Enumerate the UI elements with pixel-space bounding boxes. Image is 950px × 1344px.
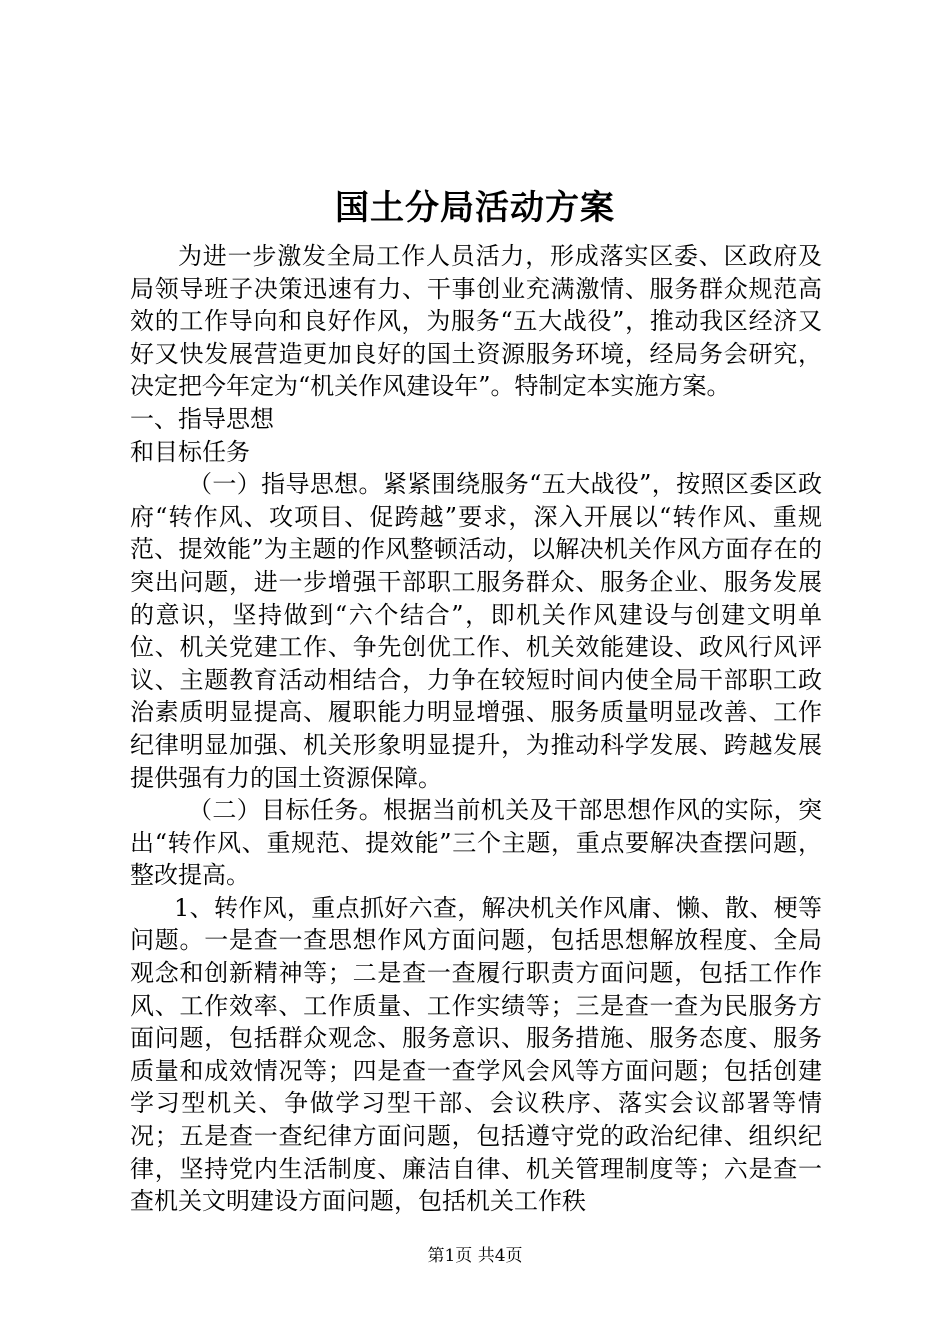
guiding-thought-paragraph: （一）指导思想。紧紧围绕服务“五大战役”，按照区委区政府“转作风、攻项目、促跨越”要求，深入开展以“转作风、重规范、提效能”为主题的作风整顿活动，以解决机关作风方面存在的突出问题，进一步增强干部职工服务群众、服务企业、服务发展的意识，坚持做到“六个结合”，即机关作风建设与创建文明单位、机关党建工作、争先创优工作、机关效能建设、政风行风评议、主题教育活动相结合，力争在较短时间内使全局干部职工政治素质明显提高、履职能力明显增强、服务质量明显改善、工作纪律明显加强、机关形象明显提升，为推动科学发展、跨越发展提供强有力的国土资源保障。: [130, 470, 822, 792]
item-1-paragraph: 1、转作风，重点抓好六查，解决机关作风庸、懒、散、梗等问题。一是查一查思想作风方面问题，包括思想解放程度、全局观念和创新精神等；二是查一查履行职责方面问题，包括工作作风、工作效率、工作质量、工作实绩等；三是查一查为民服务方面问题，包括群众观念、服务意识、服务措施、服务态度、服务质量和成效情况等；四是查一查学风会风等方面问题；包括创建学习型机关、争做学习型干部、会议秩序、落实会议部署等情况；五是查一查纪律方面问题，包括遵守党的政治纪律、组织纪律，坚持党内生活制度、廉洁自律、机关管理制度等；六是查一查机关文明建设方面问题，包括机关工作秩: [130, 893, 822, 1216]
section-heading-1: 一、指导思想: [130, 404, 274, 433]
page-indicator: 第1页 共4页: [427, 1246, 523, 1266]
section-heading-1-continued: 和目标任务: [130, 437, 250, 466]
target-task-paragraph: （二）目标任务。根据当前机关及干部思想作风的实际，突出“转作风、重规范、提效能”三个主题，重点要解决查摆问题，整改提高。: [130, 796, 822, 890]
document-title: 国土分局活动方案: [335, 188, 615, 228]
intro-paragraph: 为进一步激发全局工作人员活力，形成落实区委、区政府及局领导班子决策迅速有力、干事创业充满激情、服务群众规范高效的工作导向和良好作风，为服务“五大战役”，推动我区经济又好又快发展营造更加良好的国土资源服务环境，经局务会研究，决定把今年定为“机关作风建设年”。特制定本实施方案。: [130, 242, 822, 401]
document-body: [130, 240, 822, 1218]
